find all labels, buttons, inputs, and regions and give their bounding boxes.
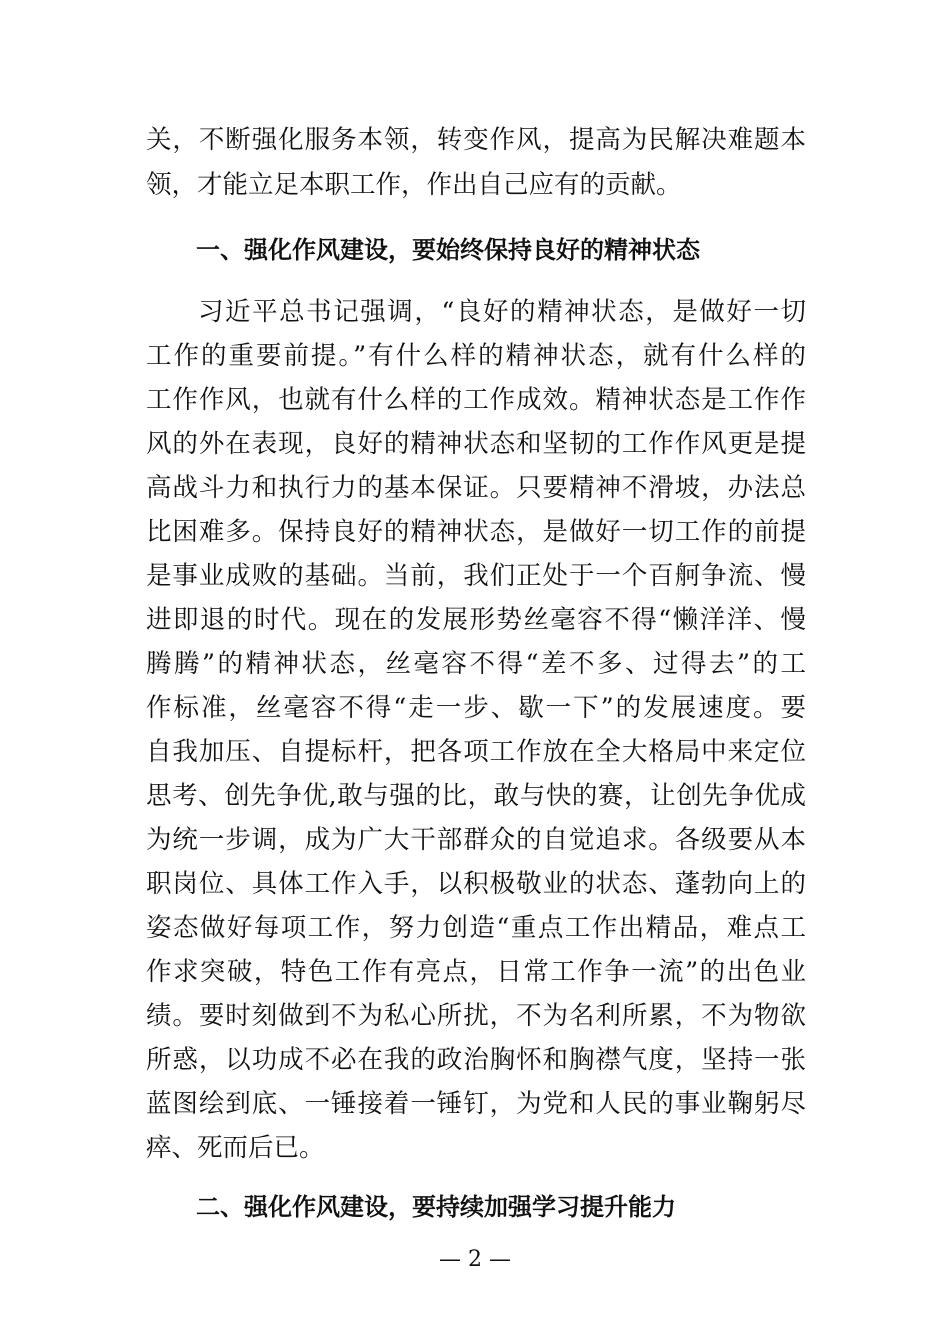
body-line: 思考、创先争优,敢与强的比，敢与快的赛，让创先争优成	[146, 781, 806, 811]
body-line: 习近平总书记强调，“良好的精神状态，是做好一切	[198, 297, 806, 327]
body-line: 高战斗力和执行力的基本保证。只要精神不滑坡，办法总	[146, 473, 806, 503]
body-line: 自我加压、自提标杆，把各项工作放在全大格局中来定位	[146, 737, 806, 767]
body-line: 工作作风，也就有什么样的工作成效。精神状态是工作作	[146, 385, 806, 415]
body-line: 进即退的时代。现在的发展形势丝毫容不得“懒洋洋、慢	[146, 605, 806, 635]
intro-line: 领，才能立足本职工作，作出自己应有的贡献。	[146, 170, 682, 200]
body-line: 瘁、死而后已。	[146, 1133, 325, 1163]
page-number: — 2 —	[439, 1247, 511, 1272]
body-line: 蓝图绘到底、一锤接着一锤钉，为党和人民的事业鞠躬尽	[146, 1089, 806, 1119]
body-line: 绩。要时刻做到不为私心所扰，不为名利所累，不为物欲	[146, 1001, 806, 1031]
body-line: 比困难多。保持良好的精神状态，是做好一切工作的前提	[146, 517, 806, 547]
body-line: 为统一步调，成为广大干部群众的自觉追求。各级要从本	[146, 825, 806, 855]
body-line: 所惑，以功成不必在我的政治胸怀和胸襟气度，坚持一张	[146, 1045, 806, 1075]
section-heading: 二、强化作风建设，要持续加强学习提升能力	[196, 1193, 676, 1221]
section-heading: 一、强化作风建设，要始终保持良好的精神状态	[196, 236, 700, 264]
body-line: 风的外在表现，良好的精神状态和坚韧的工作作风更是提	[146, 429, 806, 459]
body-line: 作标准，丝毫容不得“走一步、歇一下”的发展速度。要	[146, 693, 806, 723]
body-line: 工作的重要前提。”有什么样的精神状态，就有什么样的	[146, 341, 806, 371]
body-line: 作求突破，特色工作有亮点，日常工作争一流”的出色业	[146, 957, 806, 987]
body-line: 腾腾”的精神状态，丝毫容不得“差不多、过得去”的工	[146, 649, 806, 679]
body-line: 职岗位、具体工作入手，以积极敬业的状态、蓬勃向上的	[146, 869, 806, 899]
body-line: 姿态做好每项工作，努力创造“重点工作出精品，难点工	[146, 913, 806, 943]
body-line: 是事业成败的基础。当前，我们正处于一个百舸争流、慢	[146, 561, 806, 591]
intro-line: 关，不断强化服务本领，转变作风，提高为民解决难题本	[146, 125, 806, 155]
